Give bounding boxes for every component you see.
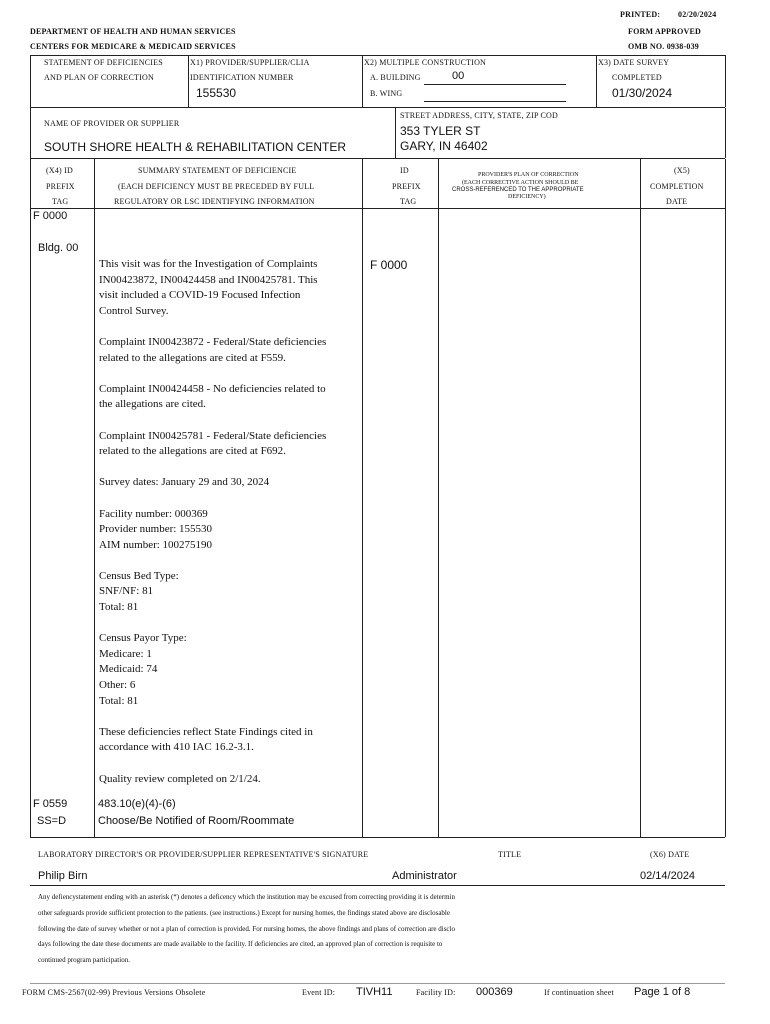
building-value: 00 [452,70,465,82]
finding-paragraph [99,569,359,616]
tag-f0000: F 0000 [33,210,68,222]
printed-label: PRINTED: [620,10,661,19]
finding-paragraph [99,631,359,709]
building-label: A. BUILDING [370,73,421,82]
finding-line: Complaint IN00423872 - Federal/State deficiencies [99,335,327,348]
finding-paragraph [99,507,359,554]
provider-name-label: NAME OF PROVIDER OR SUPPLIER [44,119,180,128]
finding-paragraph [99,257,359,319]
signer-title: Administrator [392,870,457,882]
wing-label: B. WING [370,89,403,98]
x5-header-2: COMPLETION [650,182,704,191]
building-tag: Bldg. 00 [38,242,79,254]
date-survey-value: 01/30/2024 [612,86,673,100]
finding-line: Complaint IN00425781 - Federal/State deficiencies [99,429,327,442]
finding-line: Survey dates: January 29 and 30, 2024 [99,476,270,489]
facility-id-value: 000369 [476,986,513,998]
title-label: TITLE [498,850,522,859]
finding-line: Medicare: 1 [99,647,152,660]
findings-text [99,257,359,803]
disclaimer-line-2: other safeguards provide sufficient protection to the patients. (see instructions.) Except for nursing homes, the findings stated above are disclosable [38,909,450,917]
provider-id-value: 155530 [196,86,237,100]
finding-line: visit included a COVID-19 Focused Infection [99,289,301,302]
event-id-value: TIVH11 [356,986,393,998]
finding-line: Total: 81 [99,694,139,707]
continuation-label: If continuation sheet [544,988,614,997]
finding-line: related to the allegations are cited at F559. [99,351,286,364]
regulation-number: 483.10(e)(4)-(6) [98,798,176,810]
severity-scope: SS=D [37,815,67,827]
id-header-3: TAG [400,197,417,206]
finding-line: Medicaid: 74 [99,663,158,676]
finding-line: related to the allegations are cited at F692. [99,445,286,458]
date-survey-label-1: X3) DATE SURVEY [598,58,670,67]
finding-paragraph [99,725,359,756]
address-line-2: GARY, IN 46402 [400,139,488,153]
summary-header-2: (EACH DEFICIENCY MUST BE PRECEDED BY FULL [118,182,315,191]
finding-line: Complaint IN00424458 - No deficiencies related to [99,382,326,395]
plan-header-1: PROVIDER'S PLAN OF CORRECTION [478,172,579,178]
provider-id-label-1: X1) PROVIDER/SUPPLIER/CLIA [190,58,310,67]
x4-header-2: PREFIX [46,182,75,191]
plan-header-3: CROSS-REFERENCED TO THE APPROPRIATE [452,187,584,193]
address-line-1: 353 TYLER ST [400,124,481,138]
department-title: DEPARTMENT OF HEALTH AND HUMAN SERVICES [30,27,236,36]
finding-line: Total: 81 [99,601,139,614]
finding-line: IN00423872, IN00424458 and IN00425781. This [99,273,318,286]
page-number: Page 1 of 8 [634,986,691,998]
summary-header-3: REGULATORY OR LSC IDENTIFYING INFORMATION [114,197,315,206]
statement-label-2: AND PLAN OF CORRECTION [44,73,154,82]
signature-label: LABORATORY DIRECTOR'S OR PROVIDER/SUPPLIER REPRESENTATIVE'S SIGNATURE [38,850,369,859]
statement-label-1: STATEMENT OF DEFICIENCIES [44,58,163,67]
id-header-1: ID [400,166,409,175]
address-label: STREET ADDRESS, CITY, STATE, ZIP COD [400,111,558,120]
tag-f0559: F 0559 [33,798,68,810]
printed-date: 02/20/2024 [678,10,717,19]
finding-line: This visit was for the Investigation of Complaints [99,258,318,270]
summary-header-1: SUMMARY STATEMENT OF DEFICIENCIE [138,166,297,175]
regulation-title: Choose/Be Notified of Room/Roommate [98,815,295,827]
signature-date: 02/14/2024 [640,870,696,882]
x5-header-3: DATE [666,197,688,206]
x4-header-3: TAG [52,197,69,206]
finding-paragraph [99,382,359,413]
finding-line: Control Survey. [99,304,169,317]
finding-paragraph [99,429,359,460]
plan-header-4: DEFICIENCY) [508,194,546,200]
finding-paragraph [99,772,359,788]
finding-line: These deficiencies reflect State Findings cited in [99,725,313,738]
disclaimer-line-5: continued program participation. [38,956,130,964]
centers-title: CENTERS FOR MEDICARE & MEDICAID SERVICES [30,42,236,51]
x5-header-1: (X5) [674,166,690,175]
disclaimer-line-1: Any defiencystatement ending with an asterisk (*) denotes a deficency which the institution may be excused from correcting providing it is determin [38,893,455,901]
x4-header-1: (X4) ID [46,166,73,175]
finding-line: the allegations are cited. [99,398,206,411]
finding-line: Quality review completed on 2/1/24. [99,772,261,785]
event-id-label: Event ID: [302,988,336,997]
finding-line: Census Payor Type: [99,632,187,645]
facility-id-label: Facility ID: [416,988,456,997]
id-header-2: PREFIX [392,182,421,191]
disclaimer-line-4: days following the date these documents are made available to the facility. If deficiencies are cited, an approved plan of correction is requisite to [38,940,443,948]
date-label: (X6) DATE [650,850,690,859]
finding-line: Provider number: 155530 [99,523,213,536]
multiple-construction-label: X2) MULTIPLE CONSTRUCTION [364,58,487,67]
form-number: FORM CMS-2567(02-99) Previous Versions Obsolete [22,988,206,997]
finding-line: Census Bed Type: [99,569,179,582]
disclaimer-line-3: following the date of survey whether or not a plan of correction is provided. For nursing homes, the above findings and plans of correction are disclo [38,925,455,933]
form-approved: FORM APPROVED [628,27,702,36]
plan-header-2: (EACH CORRECTIVE ACTION SHOULD BE [462,180,579,186]
omb-number: OMB NO. 0938-039 [628,42,699,51]
date-survey-label-2: COMPLETED [612,73,662,82]
provider-id-label-2: IDENTIFICATION NUMBER [190,73,294,82]
provider-name-value: SOUTH SHORE HEALTH & REHABILITATION CENTER [44,140,347,154]
finding-line: AIM number: 100275190 [99,538,213,551]
finding-line: Facility number: 000369 [99,507,208,520]
finding-line: Other: 6 [99,679,136,692]
finding-paragraph [99,475,359,491]
finding-line: SNF/NF: 81 [99,585,154,598]
right-tag-f0000: F 0000 [370,258,408,272]
finding-paragraph [99,335,359,366]
finding-line: accordance with 410 IAC 16.2-3.1. [99,741,254,754]
signer-name: Philip Birn [38,870,88,882]
